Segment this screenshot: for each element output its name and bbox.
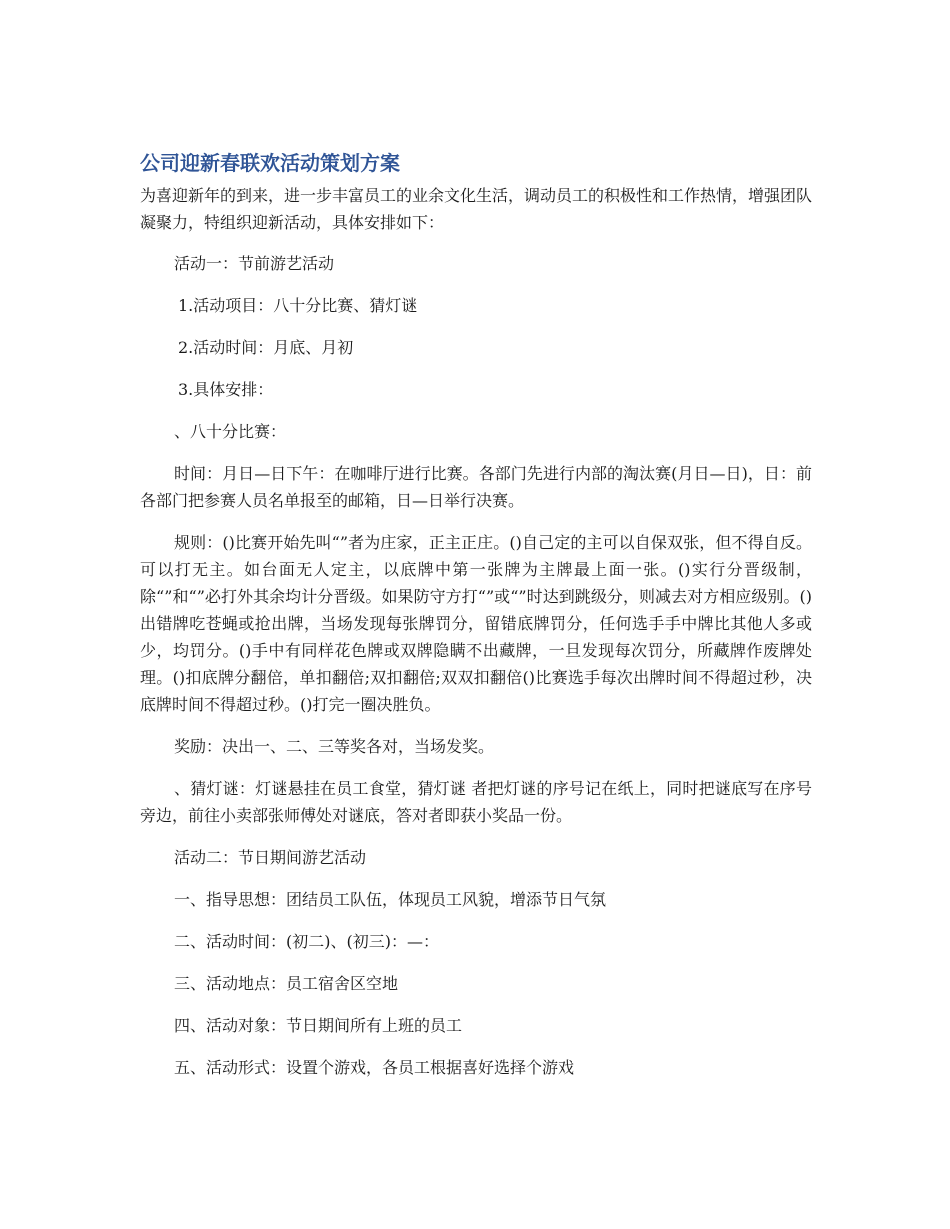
list-item: 3.具体安排： <box>178 380 274 399</box>
list-item: 2.活动时间：月底、月初 <box>178 338 354 357</box>
paragraph-riddles: 、猜灯谜：灯谜悬挂在员工食堂，猜灯谜 者把灯谜的序号记在纸上，同时把谜底写在序号旁边，前往小卖部张师傅处对谜底，答对者即获小奖品一份。 <box>140 779 812 825</box>
list-item: 1.活动项目：八十分比赛、猜灯谜 <box>178 296 418 315</box>
paragraph-reward: 奖励：决出一、二、三等奖各对，当场发奖。 <box>174 737 495 756</box>
list-item: 五、活动形式：设置个游戏，各员工根据喜好选择个游戏 <box>174 1058 575 1077</box>
document-page <box>140 148 812 1096</box>
paragraph-time: 时间：月日—日下午：在咖啡厅进行比赛。各部门先进行内部的淘汰赛(月日—日)，日：前各部门把参赛人员名单报至的邮箱，日—日举行决赛。 <box>140 464 812 510</box>
list-item: 四、活动对象：节日期间所有上班的员工 <box>174 1016 463 1035</box>
doc-intro: 为喜迎新年的到来，进一步丰富员工的业余文化生活，调动员工的积极性和工作热情，增强团队凝聚力，特组织迎新活动，具体安排如下： <box>140 186 813 232</box>
doc-title: 公司迎新春联欢活动策划方案 <box>140 151 400 175</box>
list-item: 一、指导思想：团结员工队伍，体现员工风貌，增添节日气氛 <box>174 890 607 909</box>
list-item: 二、活动时间：(初二)、(初三)：—： <box>174 932 439 951</box>
list-item: 三、活动地点：员工宿舍区空地 <box>174 974 399 993</box>
paragraph-rules: 规则：()比赛开始先叫“”者为庄家，正主正庄。()自己定的主可以自保双张，但不得自反。可以打无主。如台面无人定主，以底牌中第一张牌为主牌最上面一张。()实行分晋级制，除“”和“”必打外其余均计分晋级。如果防守方打“”或“”时达到跳级分，则减去对方相应级别。()出错牌吃苍蝇或抢出牌，当场发现每张牌罚分，留错底牌罚分，任何选手手中牌比其他人多或少，均罚分。()手中有同样花色牌或双牌隐瞒不出藏牌，一旦发现每次罚分，所藏牌作废牌处理。()扣底牌分翻倍，单扣翻倍;双扣翻倍;双双扣翻倍()比赛选手每次出牌时间不得超过秒，决底牌时间不得超过秒。()打完一圈决胜负。 <box>140 533 812 714</box>
subsection-heading: 、八十分比赛： <box>174 422 287 441</box>
section-heading-activity-2: 活动二：节日期间游艺活动 <box>174 848 367 867</box>
section-heading-activity-1: 活动一：节前游艺活动 <box>174 254 335 273</box>
